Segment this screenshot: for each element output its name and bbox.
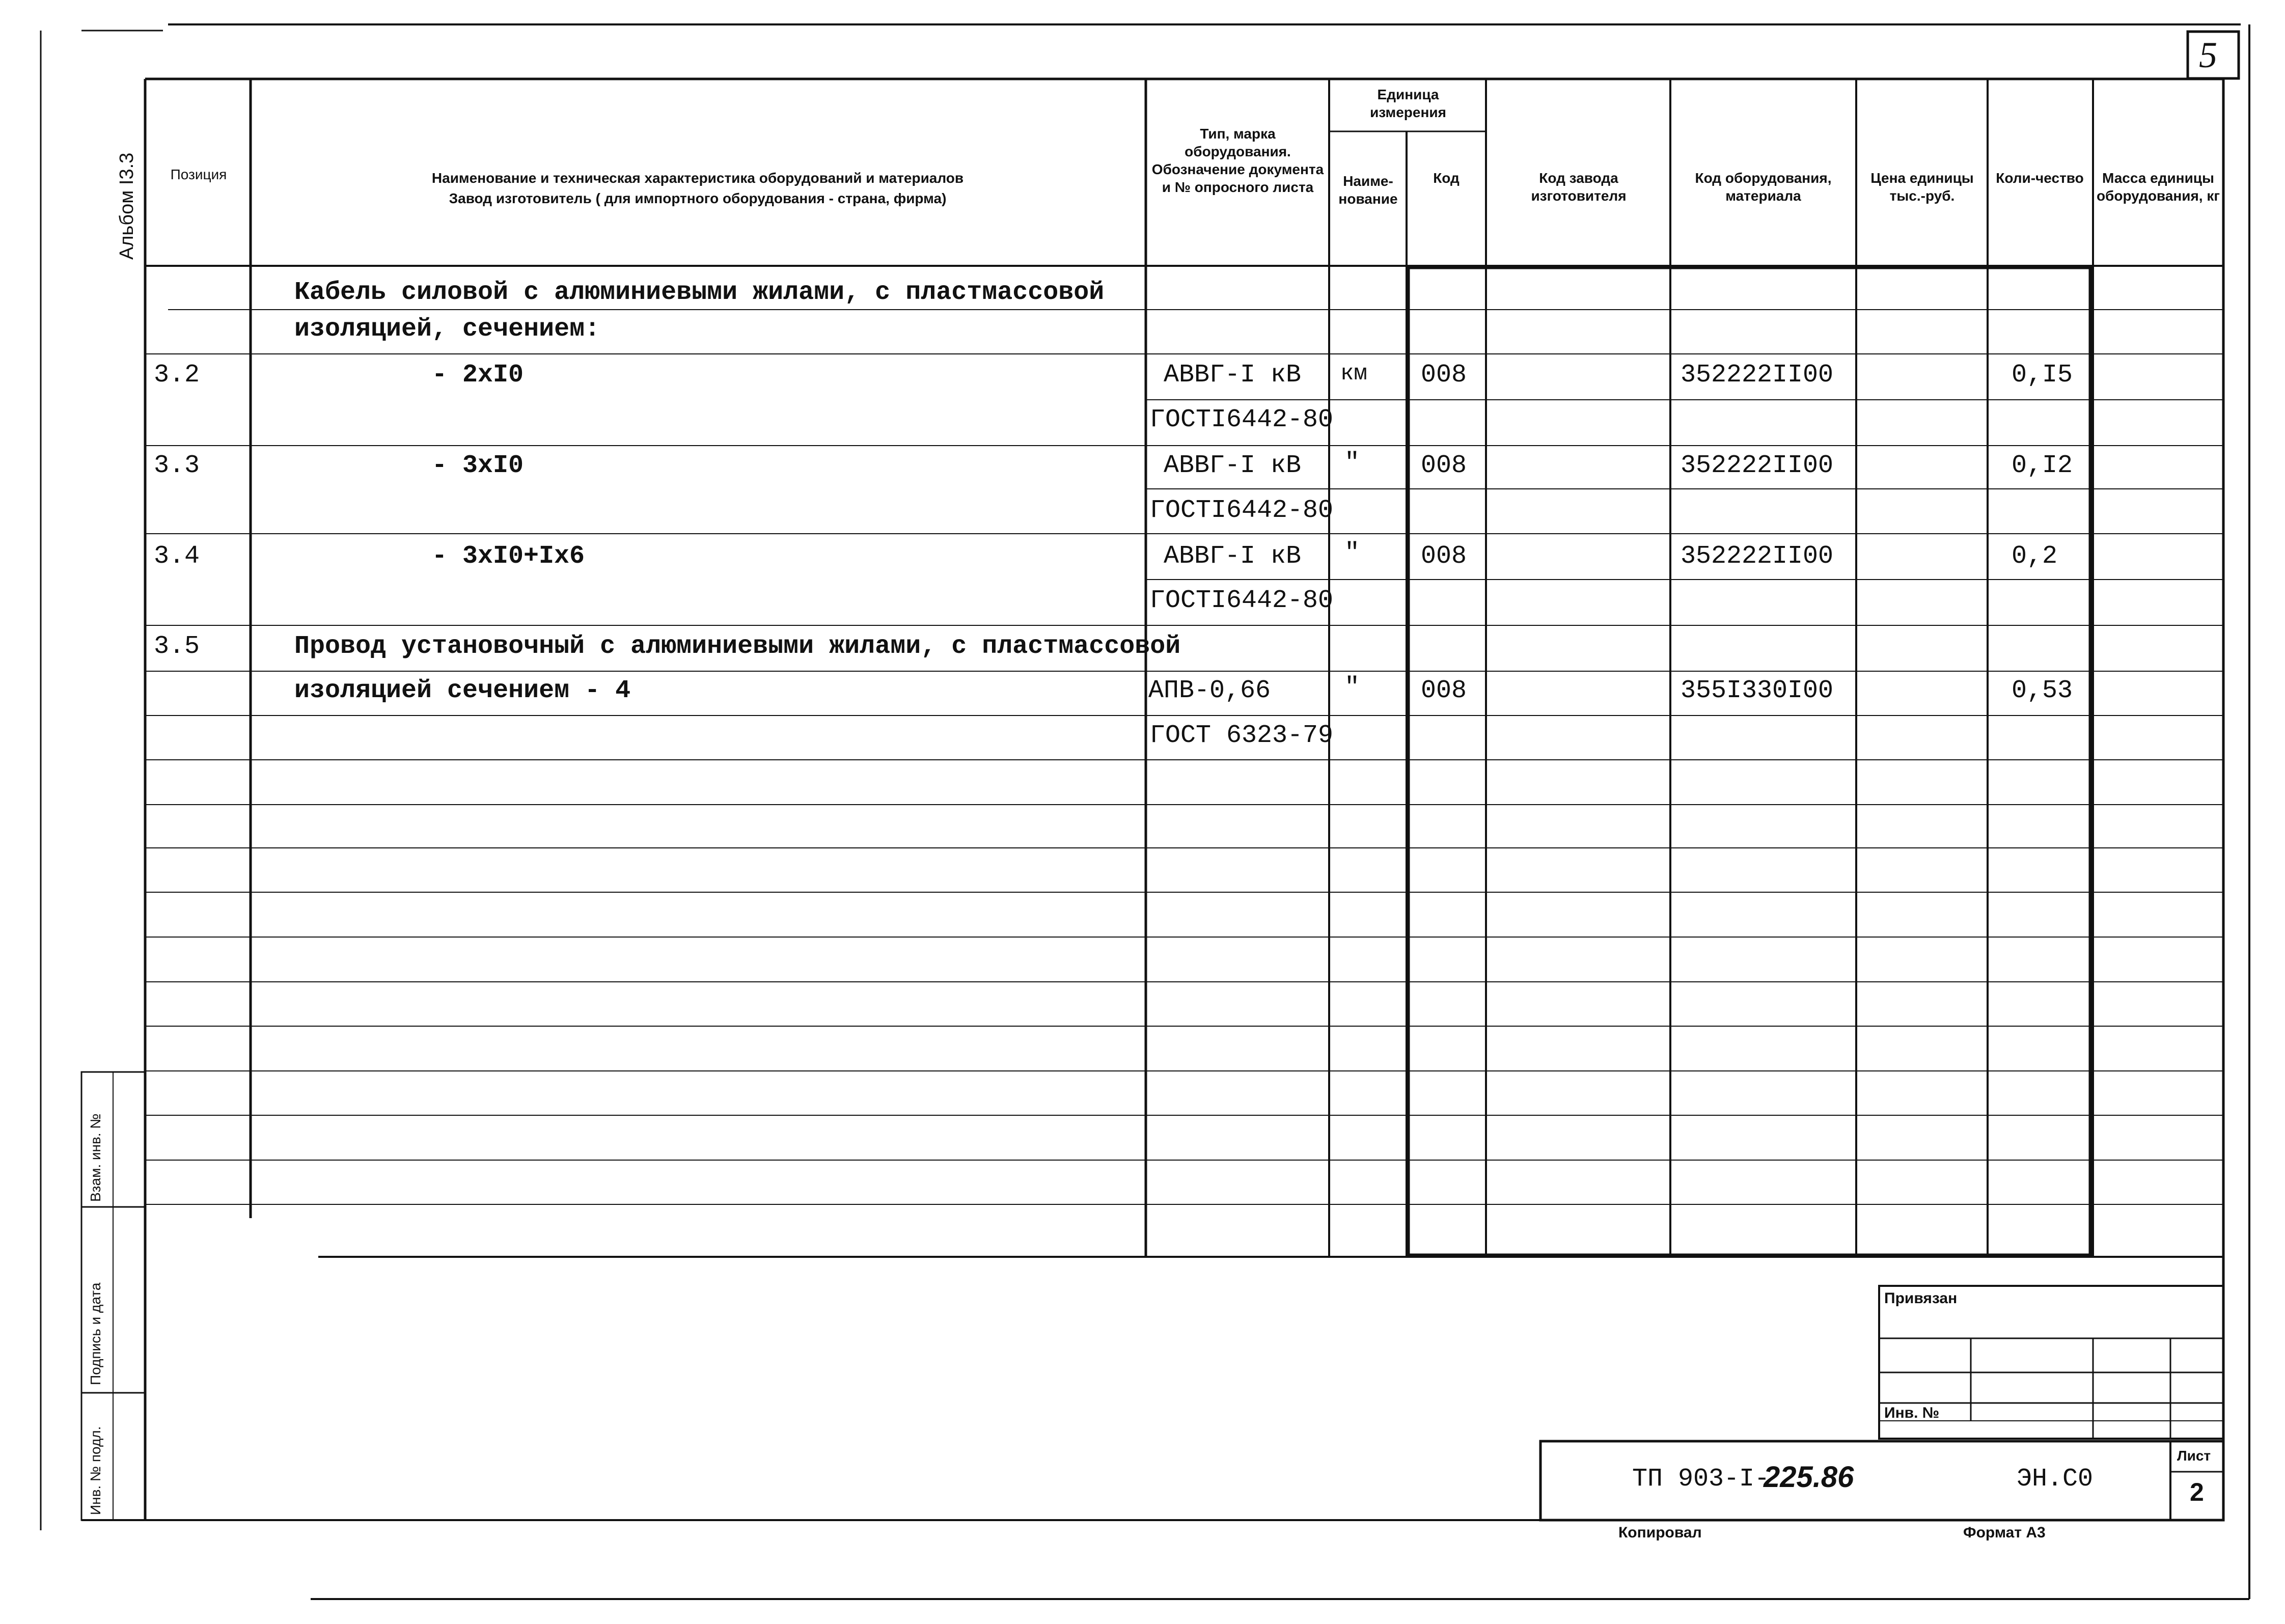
row-3-5-quantity: 0,53: [2012, 676, 2073, 705]
header-mass: Масса единицы оборудования, кг: [2096, 170, 2220, 204]
header-type: Тип, марка оборудования. Обозначение документа и № опросного листа: [1151, 126, 1324, 195]
row-3-2-position: 3.2: [154, 361, 200, 390]
row-3-2-equipment-code: 352222II00: [1681, 361, 1834, 390]
row-3-2-unit: км: [1340, 361, 1367, 387]
header-factory-code: Код завода изготовителя: [1531, 170, 1627, 204]
row-3-2-type: АВВГ-I кВ: [1164, 361, 1302, 390]
row-3-4-type: АВВГ-I кВ: [1164, 542, 1302, 571]
row-cable-title-1: Кабель силовой с алюминиевыми жилами, с пластмассовой: [294, 278, 1105, 307]
row-3-5-code: 008: [1421, 676, 1467, 705]
row-3-5-unit: ": [1344, 673, 1360, 702]
header-name-line2: Завод изготовитель ( для импортного оборудования - страна, фирма): [449, 190, 947, 206]
header-position: Позиция: [170, 167, 227, 182]
header-price: Цена единицы тыс.-руб.: [1870, 170, 1974, 204]
doc-code: ЭН.С0: [2017, 1465, 2094, 1494]
row-cable-title-2: изоляцией, сечением:: [294, 315, 600, 344]
header-quantity: Коли-чество: [1996, 170, 2084, 186]
header-unit: Единица измерения: [1370, 87, 1446, 120]
header-unit-name: Наиме-нование: [1338, 173, 1398, 207]
row-3-4-name: - 3хI0+Iх6: [432, 542, 585, 571]
row-3-4-equipment-code: 352222II00: [1681, 542, 1834, 571]
album-label: Альбом I3.3: [116, 152, 137, 260]
row-3-4-standard: ГОСТI6442-80: [1150, 586, 1334, 615]
row-3-2-standard: ГОСТI6442-80: [1150, 405, 1334, 434]
row-3-4-quantity: 0,2: [2012, 542, 2058, 571]
stamp-inv-podl: Инв. № подл.: [88, 1426, 103, 1515]
row-3-3-name: - 3хI0: [432, 451, 524, 480]
sheet-number: 2: [2190, 1478, 2204, 1506]
page-number: 5: [2199, 35, 2217, 75]
stamp-vzam-inv: Взам. инв. №: [88, 1113, 103, 1202]
row-3-3-equipment-code: 352222II00: [1681, 451, 1834, 480]
row-3-2-code: 008: [1421, 361, 1467, 390]
row-3-2-quantity: 0,I5: [2012, 361, 2073, 390]
stamp-sign-date: Подпись и дата: [88, 1282, 103, 1385]
header-name-line1: Наименование и техническая характеристика оборудований и материалов: [431, 170, 964, 186]
row-3-2-name: - 2хI0: [432, 361, 524, 390]
doc-prefix: ТП 903-I-: [1632, 1465, 1770, 1494]
row-3-4-unit: ": [1344, 539, 1360, 568]
row-3-3-quantity: 0,I2: [2012, 451, 2073, 480]
row-3-4-code: 008: [1421, 542, 1467, 571]
row-3-5-name-2: изоляцией сечением - 4: [294, 676, 631, 705]
row-3-5-name-1: Провод установочный с алюминиевыми жилами, с пластмассовой: [294, 632, 1181, 661]
row-3-5-standard: ГОСТ 6323-79: [1150, 721, 1334, 750]
row-3-5-equipment-code: 355I330I00: [1681, 676, 1834, 705]
row-3-3-code: 008: [1421, 451, 1467, 480]
header-equipment-code: Код оборудования, материала: [1695, 170, 1832, 204]
row-3-5-type: АПВ-0,66: [1148, 676, 1271, 705]
row-3-3-standard: ГОСТI6442-80: [1150, 496, 1334, 525]
row-3-3-type: АВВГ-I кВ: [1164, 451, 1302, 480]
row-3-5-position: 3.5: [154, 632, 200, 661]
row-3-3-unit: ": [1344, 449, 1360, 478]
header-unit-code: Код: [1433, 170, 1460, 186]
sheet-label: Лист: [2177, 1448, 2211, 1464]
inv-no-label: Инв. №: [1884, 1405, 1940, 1421]
copied-label: Копировал: [1618, 1524, 1702, 1541]
doc-number: 225.86: [1764, 1461, 1854, 1494]
row-3-4-position: 3.4: [154, 542, 200, 571]
privyazan-label: Привязан: [1884, 1290, 1958, 1307]
row-3-3-position: 3.3: [154, 451, 200, 480]
format-label: Формат А3: [1963, 1524, 2046, 1541]
